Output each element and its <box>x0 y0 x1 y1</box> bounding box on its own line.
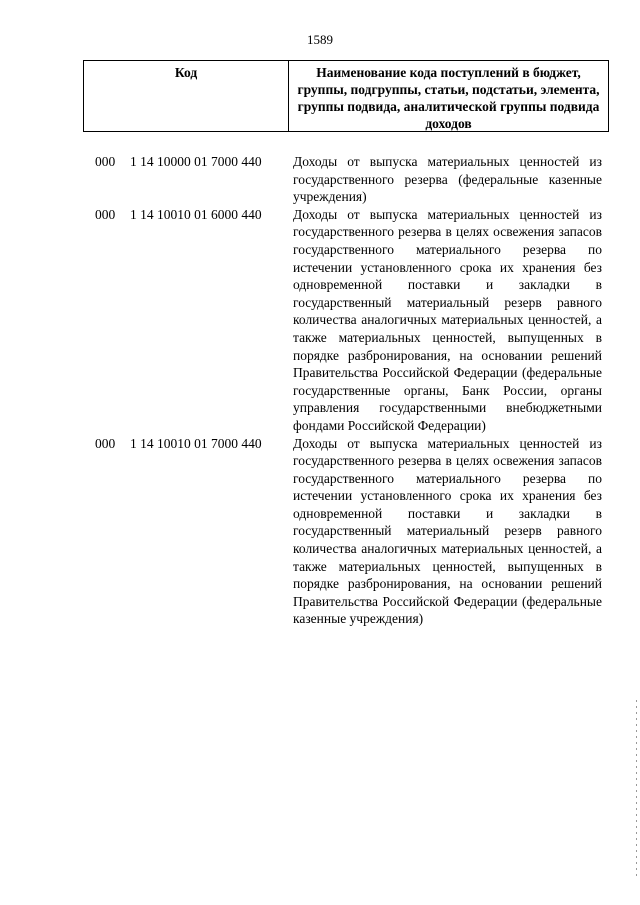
revenue-description: Доходы от выпуска материальных ценностей из государственного резерва в целях освежения запасов государственного материального резерва по истечении установленного срока их хранения без одновременной поставки и закладки в государственный материальный резерв равного количества аналогичных материальных ценностей, а также материальных ценностей, выпущенных в порядке разбронирования, на основании решений Правительства Российской Федерации (федеральные государственные органы, Банк России, органы управления государственными внебюджетными фондами Российской Федерации) <box>293 206 602 433</box>
revenue-code-list <box>0 153 640 628</box>
revenue-code: 1 14 10010 01 7000 440 <box>130 435 262 451</box>
header-name-column: Наименование кода поступлений в бюджет, группы, подгруппы, статьи, подстатьи, элемента, группы подвида, аналитической группы подвида доходов <box>297 65 600 131</box>
admin-code: 000 <box>95 154 116 169</box>
page-number: 1589 <box>307 32 333 47</box>
table-row <box>0 206 640 435</box>
revenue-code: 1 14 10000 01 7000 440 <box>130 154 262 169</box>
admin-code: 000 <box>95 435 116 451</box>
revenue-description: Доходы от выпуска материальных ценностей из государственного резерва в целях освежения запасов государственного материального резерва по истечении установленного срока их хранения без одновременной поставки и закладки в государственный материальный резерв равного количества аналогичных материальных ценностей, а также материальных ценностей, выпущенных в порядке разбронирования, на основании решений Правительства Российской Федерации (федеральные казенные учреждения) <box>293 435 602 627</box>
admin-code: 000 <box>95 206 116 222</box>
revenue-code: 1 14 10010 01 6000 440 <box>130 206 262 222</box>
scan-margin-mark <box>636 700 637 880</box>
table-row <box>0 153 640 206</box>
header-code-column: Код <box>84 61 289 131</box>
revenue-description: Доходы от выпуска материальных ценностей из государственного резерва (федеральные казенные учреждения) <box>293 154 602 205</box>
table-header <box>83 60 609 132</box>
table-row <box>0 435 640 629</box>
